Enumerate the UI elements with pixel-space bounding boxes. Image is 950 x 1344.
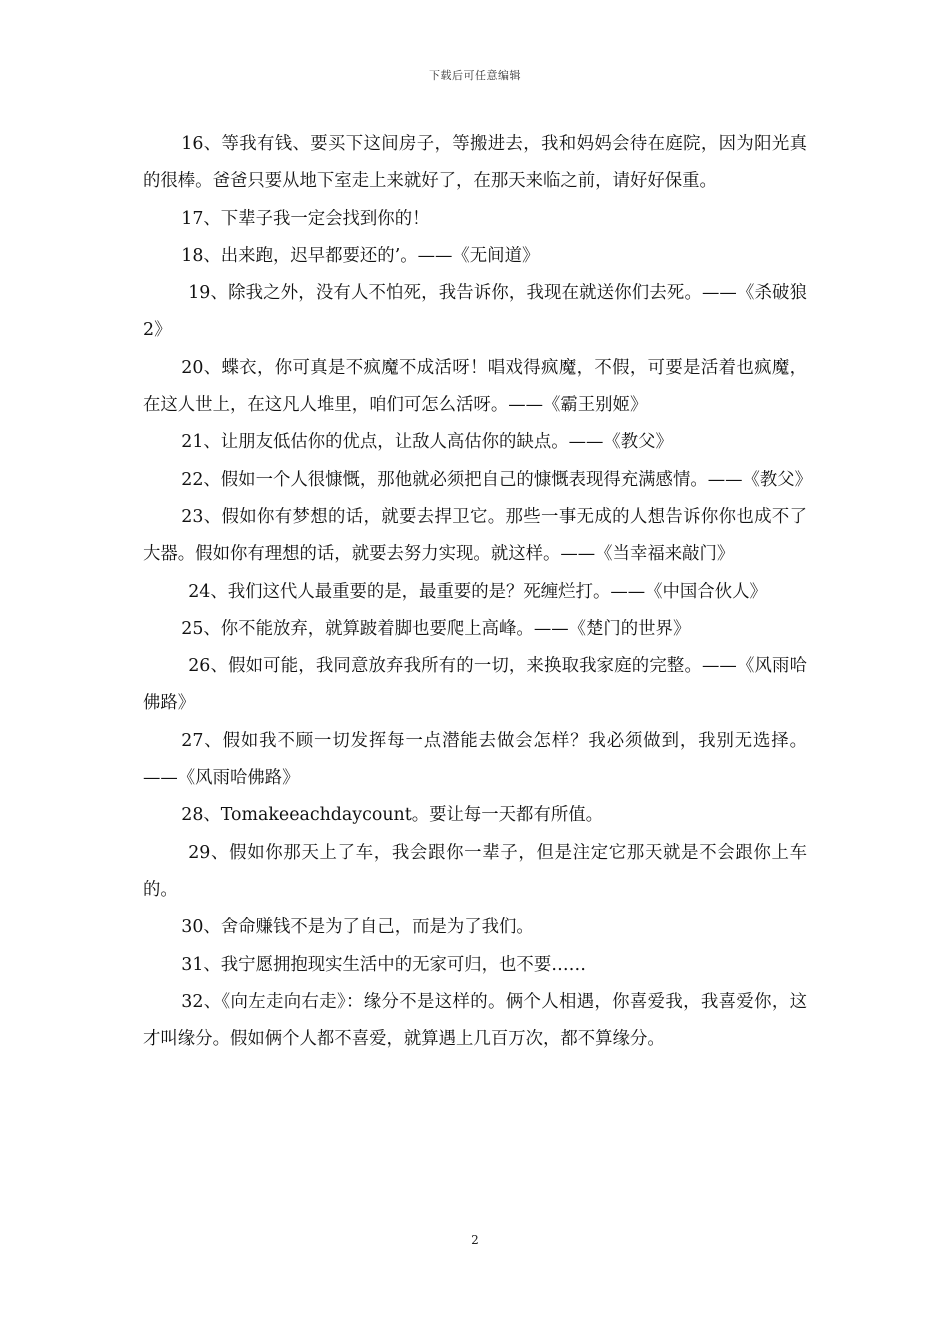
quote-paragraph-20: 20、蝶衣，你可真是不疯魔不成活呀！唱戏得疯魔，不假，可要是活着也疯魔，在这人世上，在这凡人堆里，咱们可怎么活呀。——《霸王别姬》: [143, 357, 807, 416]
quote-paragraph-21: 21、让朋友低估你的优点，让敌人高估你的缺点。——《教父》: [181, 432, 673, 453]
quote-paragraph-28: 28、Tomakeeachdaycount。要让每一天都有所值。: [181, 805, 604, 826]
quote-paragraph-27: 27、假如我不顾一切发挥每一点潜能去做会怎样？我必须做到，我别无选择。——《风雨哈佛路》: [143, 730, 807, 789]
quote-paragraph-22: 22、假如一个人很慷慨，那他就必须把自己的慷慨表现得充满感情。——《教父》: [181, 469, 813, 490]
quote-paragraph-30: 30、舍命赚钱不是为了自己，而是为了我们。: [181, 917, 534, 938]
quote-paragraph-16: 16、等我有钱、要买下这间房子，等搬进去，我和妈妈会待在庭院，因为阳光真的很棒。爸爸只要从地下室走上来就好了，在那天来临之前，请好好保重。: [143, 134, 807, 192]
quote-paragraph-32: 32、《向左走向右走》：缘分不是这样的。俩个人相遇，你喜爱我，我喜爱你，这才叫缘分。假如俩个人都不喜爱，就算遇上几百万次，都不算缘分。: [143, 991, 807, 1050]
quote-paragraph-23: 23、假如你有梦想的话，就要去捍卫它。那些一事无成的人想告诉你你也成不了大器。假如你有理想的话，就要去努力实现。就这样。——《当幸福来敲门》: [143, 506, 807, 565]
page-number: 2: [471, 1233, 479, 1247]
quote-paragraph-17: 17、下辈子我一定会找到你的！: [181, 208, 430, 229]
quote-paragraph-19: 19、除我之外，没有人不怕死，我告诉你，我现在就送你们去死。——《杀破狼2》: [143, 283, 807, 341]
quote-paragraph-24: 24、我们这代人最重要的是，最重要的是？死缠烂打。——《中国合伙人》: [188, 581, 767, 602]
quote-paragraph-26: 26、假如可能，我同意放弃我所有的一切，来换取我家庭的完整。——《风雨哈佛路》: [143, 656, 807, 714]
quote-paragraph-29: 29、假如你那天上了车，我会跟你一辈子，但是注定它那天就是不会跟你上车的。: [143, 842, 807, 900]
quote-paragraph-25: 25、你不能放弃，就算跛着脚也要爬上高峰。——《楚门的世界》: [181, 618, 691, 639]
document-body: [143, 126, 813, 1058]
quote-paragraph-18: 18、出来跑，迟早都要还的’。——《无间道》: [181, 245, 540, 266]
quote-paragraph-31: 31、我宁愿拥抱现实生活中的无家可归，也不要……: [181, 954, 586, 975]
page-header: 下载后可任意编辑: [429, 69, 521, 82]
